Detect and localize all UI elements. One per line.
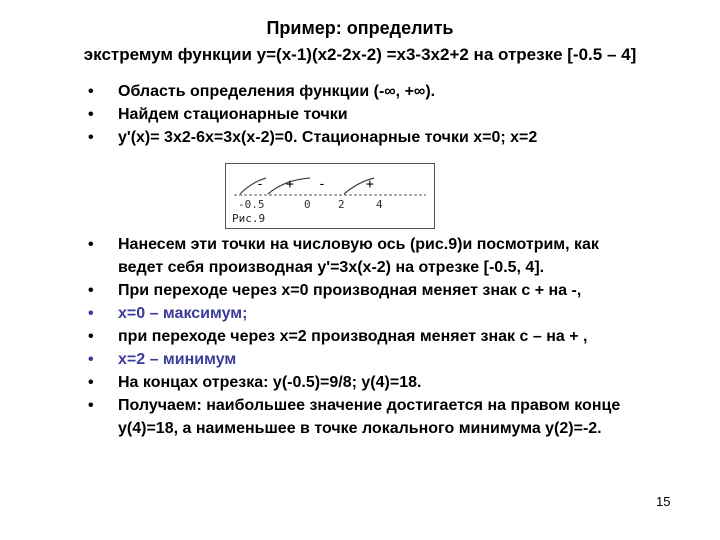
bullet-plot-points-cont: ведет себя производная y'=3x(x-2) на отрезке [-0.5, 4]. (118, 259, 545, 276)
bullet-domain: • Область определения функции (-∞, +∞). (86, 80, 696, 103)
bullet-stationary-points: • Найдем стационарные точки (86, 103, 696, 126)
tick-label-2: 0 (304, 198, 311, 211)
bullet-plot-points: • Нанесем эти точки на числовую ось (рис.9)и посмотрим, как (86, 233, 696, 256)
number-line-drawing (226, 164, 434, 228)
slide-title: Пример: определить (266, 18, 454, 38)
bullet-minimum: • x=2 – минимум (86, 348, 696, 371)
number-line-figure (225, 163, 435, 229)
tick-label-4: 4 (376, 198, 383, 211)
figure-caption: Рис.9 (232, 212, 266, 225)
bullet-conclusion: • Получаем: наибольшее значение достигается на правом конце (86, 394, 696, 417)
sign-3: - (318, 177, 326, 192)
tick-label-3: 2 (338, 198, 345, 211)
bullet-endpoints: • На концах отрезка: y(-0.5)=9/8; y(4)=18. (86, 371, 696, 394)
bullet-sign-change-0: • При переходе через x=0 производная меняет знак с + на -, (86, 279, 696, 302)
bullet-conclusion-cont: y(4)=18, а наименьшее в точке локального минимума y(2)=-2. (118, 420, 602, 437)
top-bullet-list (86, 80, 696, 149)
bullet-sign-change-2: • при переходе через x=2 производная меняет знак с – на + , (86, 325, 696, 348)
bullet-derivative: • y'(x)= 3x2-6x=3x(x-2)=0. Стационарные точки x=0; x=2 (86, 126, 696, 149)
sign-4: + (366, 177, 374, 192)
sign-1: - (256, 177, 264, 192)
bottom-bullet-list (86, 233, 696, 440)
bullet-maximum: • x=0 – максимум; (86, 302, 696, 325)
tick-label-1: -0.5 (238, 198, 265, 211)
page-number: 15 (656, 494, 671, 509)
slide-subtitle: экстремум функции y=(x-1)(x2-2x-2) =x3-3x2+2 на отрезке [-0.5 – 4] (83, 45, 637, 64)
sign-2: + (286, 177, 294, 192)
